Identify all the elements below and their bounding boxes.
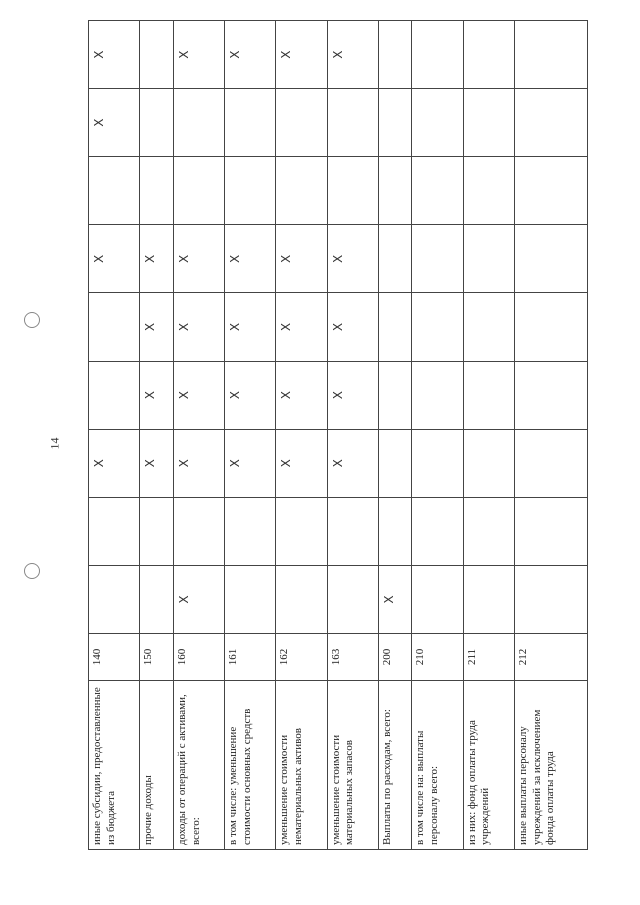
table-cell	[514, 565, 587, 633]
table-frame	[88, 20, 588, 850]
cross-mark: X	[176, 254, 191, 264]
table-cell	[327, 89, 378, 157]
table-cell	[412, 361, 463, 429]
table-cell	[412, 565, 463, 633]
table-cell	[378, 497, 412, 565]
cross-mark: X	[330, 322, 345, 332]
cross-mark: X	[143, 459, 158, 468]
table-cell	[378, 293, 412, 361]
table-cell	[89, 293, 140, 361]
table-cell	[276, 89, 327, 157]
row-label: в том числе на: выплаты персоналу всего:	[412, 681, 463, 850]
row-code: 210	[412, 634, 463, 681]
table-cell	[463, 429, 514, 497]
table-cell	[140, 565, 174, 633]
table-cell	[89, 361, 140, 429]
table-cell	[89, 89, 140, 157]
table-cell	[327, 293, 378, 361]
table-cell	[276, 361, 327, 429]
rotated-table-container	[88, 20, 588, 850]
table-row	[225, 21, 276, 850]
table-cell	[173, 565, 224, 633]
table-cell	[89, 565, 140, 633]
table-cell	[327, 225, 378, 293]
cross-mark: X	[330, 391, 345, 400]
table-cell	[276, 293, 327, 361]
cross-mark: X	[228, 391, 243, 400]
cross-mark: X	[279, 254, 294, 264]
table-cell	[225, 89, 276, 157]
row-code: 160	[173, 634, 224, 681]
table-cell	[140, 497, 174, 565]
table-row	[89, 21, 140, 850]
cross-mark: X	[330, 459, 345, 468]
row-label: в том числе: уменьшение стоимости основных средств	[225, 681, 276, 850]
cross-mark: X	[176, 595, 191, 604]
table-cell	[173, 429, 224, 497]
table-cell	[225, 157, 276, 225]
cross-mark: X	[176, 391, 191, 400]
table-cell	[463, 361, 514, 429]
table-row	[514, 21, 587, 850]
row-label: уменьшение стоимости материальных запасов	[327, 681, 378, 850]
cross-mark: X	[143, 391, 158, 400]
table-cell	[327, 565, 378, 633]
table-cell	[173, 157, 224, 225]
table-cell	[89, 429, 140, 497]
table-row	[140, 21, 174, 850]
table-cell	[412, 21, 463, 89]
table-cell	[327, 21, 378, 89]
table-cell	[140, 21, 174, 89]
table-cell	[140, 157, 174, 225]
cross-mark: X	[176, 322, 191, 332]
table-cell	[463, 497, 514, 565]
table-cell	[89, 497, 140, 565]
table-cell	[463, 89, 514, 157]
table-cell	[276, 157, 327, 225]
table-cell	[140, 361, 174, 429]
cross-mark: X	[279, 459, 294, 468]
table-cell	[463, 157, 514, 225]
table-cell	[412, 225, 463, 293]
table-row	[327, 21, 378, 850]
table-cell	[276, 21, 327, 89]
table-cell	[378, 429, 412, 497]
table-cell	[514, 21, 587, 89]
table-cell	[89, 21, 140, 89]
table-cell	[378, 565, 412, 633]
table-cell	[514, 225, 587, 293]
table-cell	[89, 225, 140, 293]
row-label: доходы от операций с активами, всего:	[173, 681, 224, 850]
table-cell	[514, 157, 587, 225]
row-label: иные выплаты персоналу учреждений за исключением фонда оплаты труда	[514, 681, 587, 850]
cross-mark: X	[279, 50, 294, 59]
table-cell	[89, 157, 140, 225]
table-cell	[463, 565, 514, 633]
table-cell	[412, 157, 463, 225]
table-cell	[225, 225, 276, 293]
row-code: 212	[514, 634, 587, 681]
row-code: 211	[463, 634, 514, 681]
table-cell	[327, 157, 378, 225]
cross-mark: X	[228, 254, 243, 264]
table-cell	[463, 225, 514, 293]
table-row	[412, 21, 463, 850]
table-cell	[327, 361, 378, 429]
table-cell	[412, 497, 463, 565]
table-cell	[514, 89, 587, 157]
page-number: 14	[47, 437, 62, 450]
table-cell	[463, 21, 514, 89]
cross-mark: X	[92, 459, 106, 468]
table-cell	[225, 293, 276, 361]
cross-mark: X	[143, 322, 158, 332]
cross-mark: X	[330, 50, 345, 59]
table-cell	[276, 565, 327, 633]
row-label: Выплаты по расходам, всего:	[378, 681, 412, 850]
cross-mark: X	[176, 50, 191, 59]
table-cell	[140, 429, 174, 497]
table-cell	[173, 361, 224, 429]
table-cell	[140, 225, 174, 293]
table-cell	[173, 497, 224, 565]
table-cell	[225, 361, 276, 429]
cross-mark: X	[279, 391, 294, 400]
table-cell	[412, 293, 463, 361]
table-cell	[378, 21, 412, 89]
table-cell	[514, 497, 587, 565]
financial-table	[88, 20, 588, 850]
table-cell	[378, 361, 412, 429]
table-cell	[225, 497, 276, 565]
row-code: 162	[276, 634, 327, 681]
table-cell	[276, 429, 327, 497]
table-row	[276, 21, 327, 850]
cross-mark: X	[92, 118, 106, 127]
cross-mark: X	[92, 254, 106, 264]
table-cell	[140, 293, 174, 361]
table-cell	[514, 429, 587, 497]
cross-mark: X	[176, 459, 191, 468]
cross-mark: X	[228, 459, 243, 468]
table-cell	[140, 89, 174, 157]
cross-mark: X	[143, 254, 158, 264]
table-cell	[225, 565, 276, 633]
row-label: иные субсидии, предоставленные из бюджета	[89, 681, 140, 850]
table-cell	[173, 21, 224, 89]
table-row	[378, 21, 412, 850]
table-cell	[276, 225, 327, 293]
table-cell	[173, 225, 224, 293]
table-cell	[225, 21, 276, 89]
table-cell	[378, 225, 412, 293]
table-row	[463, 21, 514, 850]
punch-hole	[24, 312, 40, 328]
table-cell	[173, 293, 224, 361]
table-cell	[378, 157, 412, 225]
table-cell	[378, 89, 412, 157]
table-row	[173, 21, 224, 850]
cross-mark: X	[228, 322, 243, 332]
table-cell	[412, 429, 463, 497]
cross-mark: X	[330, 254, 345, 264]
row-code: 161	[225, 634, 276, 681]
cross-mark: X	[381, 595, 396, 604]
table-cell	[225, 429, 276, 497]
table-cell	[276, 497, 327, 565]
row-code: 140	[89, 634, 140, 681]
row-label: уменьшение стоимости нематериальных активов	[276, 681, 327, 850]
table-cell	[514, 361, 587, 429]
row-code: 200	[378, 634, 412, 681]
table-cell	[463, 293, 514, 361]
row-label: прочие доходы	[140, 681, 174, 850]
row-code: 150	[140, 634, 174, 681]
table-cell	[514, 293, 587, 361]
table-cell	[173, 89, 224, 157]
cross-mark: X	[228, 50, 243, 59]
punch-hole	[24, 563, 40, 579]
table-cell	[412, 89, 463, 157]
row-label: из них: фонд оплаты труда учреждений	[463, 681, 514, 850]
row-code: 163	[327, 634, 378, 681]
table-cell	[327, 497, 378, 565]
table-cell	[327, 429, 378, 497]
cross-mark: X	[279, 322, 294, 332]
cross-mark: X	[92, 50, 106, 59]
